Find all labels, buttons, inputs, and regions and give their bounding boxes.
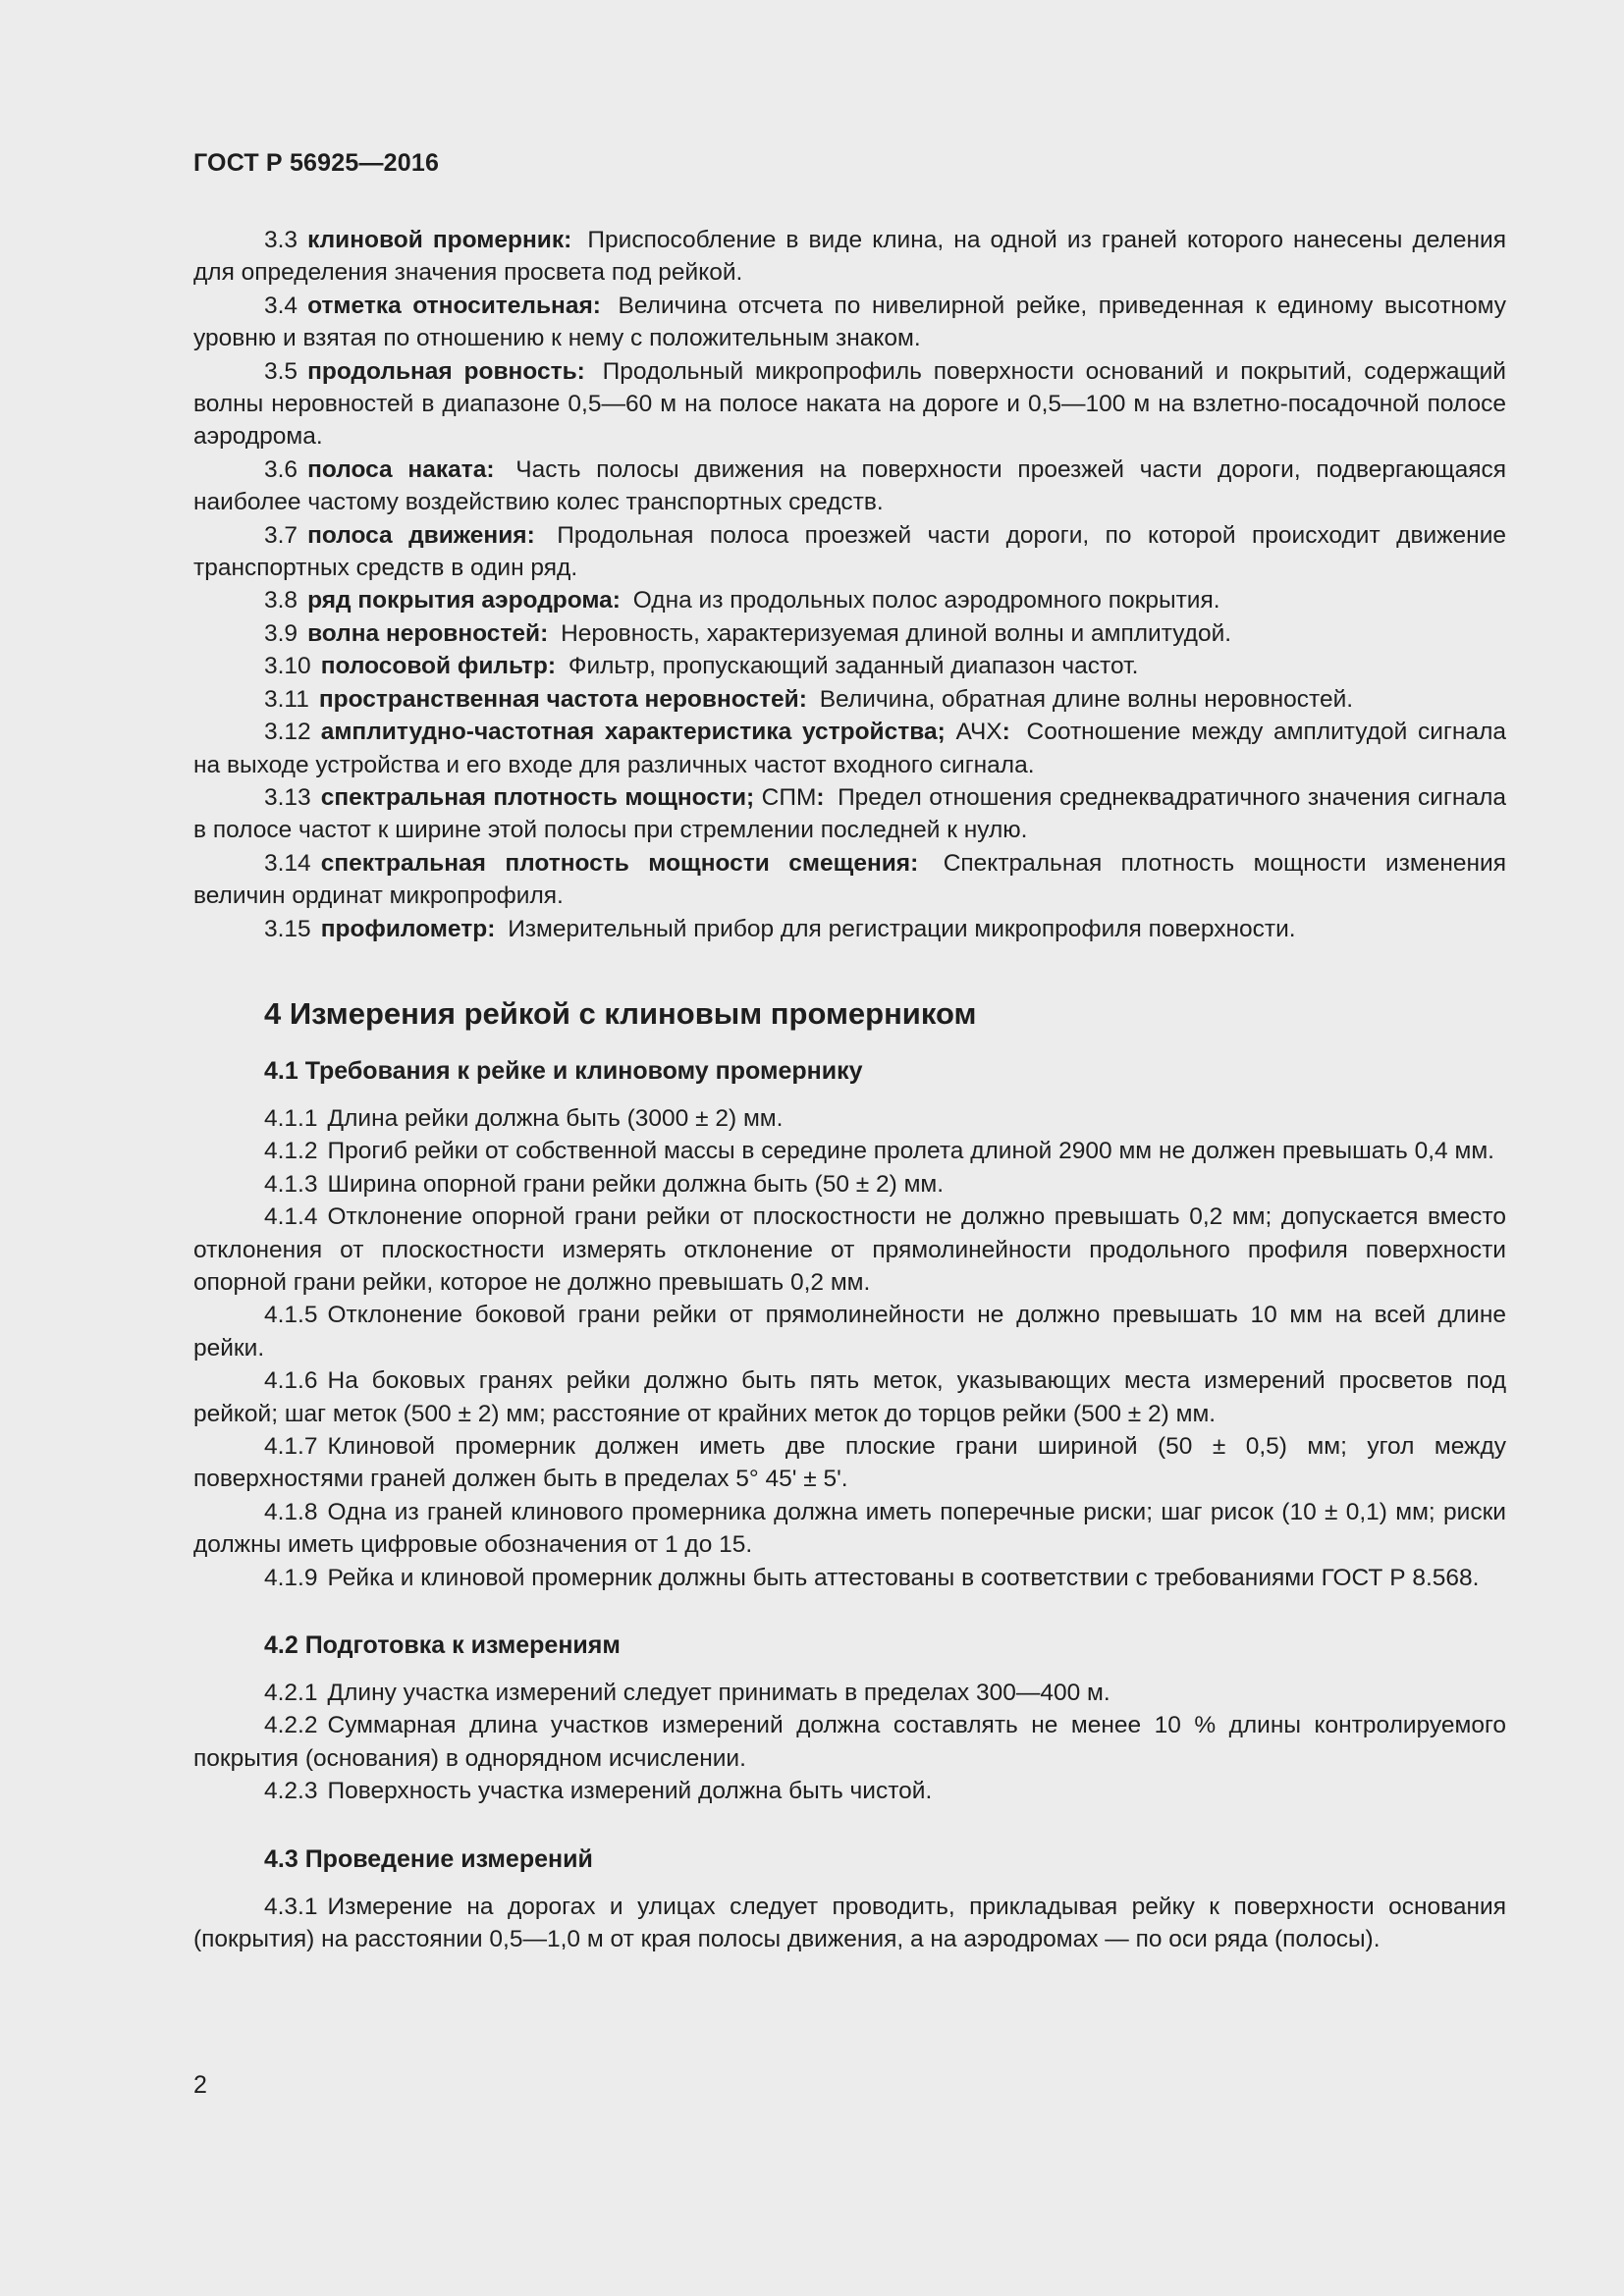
definition-colon: : [487, 915, 496, 942]
item-number: 4.2.1 [264, 1680, 318, 1707]
definition-term: клиновой промерник [307, 227, 565, 253]
definition-term: полоса наката [307, 455, 487, 483]
item-number: 4.1.7 [264, 1433, 318, 1460]
definition-colon: : [526, 521, 535, 549]
subsection-title-4-2: 4.2 Подготовка к измерениям [264, 1631, 621, 1660]
clause-text: Прогиб рейки от собственной массы в середине пролета длиной 2900 мм не должен превышать 0,4 мм. [327, 1138, 1494, 1165]
item-number: 4.1.8 [264, 1498, 318, 1525]
item-number: 4.1.2 [264, 1138, 318, 1165]
definition-colon: : [540, 619, 549, 647]
definition-text: Продольный микропрофиль поверхности оснований и покрытий, содержащий волны неровностей в диапазоне 0,5—60 м на полосе наката на дороге и 0,5—100 м на взлетно-посадочной полосе аэродрома. [193, 357, 1506, 451]
clause-text: Ширина опорной грани рейки должна быть (50 ± 2) мм. [327, 1170, 945, 1198]
clause-item [193, 1102, 1506, 1135]
item-number: 4.1.4 [264, 1203, 318, 1231]
clause-text: Длина рейки должна быть (3000 ± 2) мм. [327, 1104, 784, 1132]
definition-item [193, 617, 1506, 650]
clause-text: Клиновой промерник должен иметь две плоские грани шириной (50 ± 0,5) мм; угол между поверхностями граней должен быть в пределах 5° 45' ± 5'. [193, 1433, 1506, 1493]
definition-term: отметка относительная [307, 292, 593, 319]
clause-item [193, 1364, 1506, 1430]
item-number: 3.3 [264, 227, 298, 253]
definition-term: полоса движения [307, 521, 527, 549]
definition-term: амплитудно-частотная характеристика устройства; [320, 719, 946, 746]
definition-colon: : [547, 653, 556, 680]
item-number: 4.2.3 [264, 1778, 318, 1805]
definition-text: Соотношение между амплитудой сигнала на выходе устройства и его входе для различных частот входного сигнала. [193, 719, 1506, 778]
clause-text: Длину участка измерений следует принимать в пределах 300—400 м. [327, 1680, 1110, 1707]
definition-abbreviation: АЧХ [955, 719, 1002, 746]
definition-item [193, 224, 1506, 290]
item-number: 4.3.1 [264, 1893, 318, 1920]
definition-term: спектральная плотность мощности; [320, 783, 755, 811]
clause-item [193, 1709, 1506, 1775]
subsection-items-4-3 [193, 1891, 1506, 1956]
definition-item [193, 355, 1506, 454]
item-number: 4.1.9 [264, 1564, 318, 1591]
definition-term: пространственная частота неровностей [318, 685, 799, 713]
definition-item [193, 913, 1506, 945]
clause-item [193, 1201, 1506, 1299]
clause-text: Рейка и клиновой промерник должны быть аттестованы в соответствии с требованиями ГОСТ Р 8.568. [327, 1564, 1480, 1591]
subsection-items-4-2 [193, 1677, 1506, 1808]
definition-item [193, 650, 1506, 682]
page-number: 2 [193, 2071, 207, 2099]
definition-colon: : [816, 783, 825, 811]
definition-item [193, 781, 1506, 847]
item-number: 3.9 [264, 619, 298, 647]
document-body [193, 224, 1506, 1955]
definition-colon: : [910, 849, 919, 877]
definition-term: полосовой фильтр [320, 653, 548, 680]
definition-item [193, 847, 1506, 913]
item-number: 4.1.5 [264, 1302, 318, 1329]
definition-colon: : [1001, 719, 1010, 746]
definition-text: Величина, обратная длине волны неровностей. [819, 685, 1354, 713]
item-number: 3.15 [264, 915, 311, 942]
definition-text: Величина отсчета по нивелирной рейке, приведенная к единому высотному уровню и взятая по отношению к нему с положительным знаком. [193, 292, 1506, 352]
definition-term: продольная ровность [307, 357, 577, 385]
definition-text: Измерительный прибор для регистрации микропрофиля поверхности. [508, 915, 1296, 942]
definitions-list [193, 224, 1506, 945]
definition-colon: : [592, 292, 601, 319]
item-number: 3.8 [264, 587, 298, 614]
definition-item [193, 454, 1506, 519]
subsection-items-4-1 [193, 1102, 1506, 1594]
clause-item [193, 1562, 1506, 1594]
definition-text: Приспособление в виде клина, на одной из граней которого нанесены деления для определения значения просвета под рейкой. [193, 227, 1506, 287]
section-title: 4 Измерения рейкой с клиновым промерником [264, 995, 977, 1031]
item-number: 3.11 [264, 685, 309, 713]
definition-text: Неровность, характеризуемая длиной волны и амплитудой. [561, 619, 1232, 647]
item-number: 4.1.1 [264, 1104, 318, 1132]
clause-item [193, 1430, 1506, 1496]
definition-text: Часть полосы движения на поверхности проезжей части дороги, подвергающаяся наиболее частому воздействию колес транспортных средств. [193, 455, 1506, 516]
definition-term: спектральная плотность мощности смещения [320, 849, 911, 877]
definition-item [193, 519, 1506, 585]
item-number: 3.5 [264, 357, 298, 385]
clause-item [193, 1891, 1506, 1956]
clause-item [193, 1496, 1506, 1562]
item-number: 3.7 [264, 521, 298, 549]
definition-item [193, 584, 1506, 616]
definition-text: Спектральная плотность мощности изменения величин ординат микропрофиля. [193, 849, 1506, 910]
definition-colon: : [486, 455, 495, 483]
clause-text: Отклонение опорной грани рейки от плоскостности не должно превышать 0,2 мм; допускается вместо отклонения от плоскостности измерять отклонение от прямолинейности продольного профиля поверхности опорной грани рейки, которое не должно превышать 0,2 мм. [193, 1203, 1506, 1296]
definition-text: Продольная полоса проезжей части дороги, по которой происходит движение транспортных средств в один ряд. [193, 521, 1507, 582]
subsection-title-4-1: 4.1 Требования к рейке и клиновому промернику [264, 1056, 863, 1085]
definition-abbreviation: СПМ [761, 783, 817, 811]
item-number: 3.14 [264, 849, 311, 877]
clause-item [193, 1677, 1506, 1709]
definition-term: профилометр [320, 915, 488, 942]
definition-text: Фильтр, пропускающий заданный диапазон частот. [568, 653, 1139, 680]
item-number: 3.6 [264, 455, 298, 483]
definition-colon: : [564, 227, 572, 253]
clause-item [193, 1299, 1506, 1364]
clause-text: Отклонение боковой грани рейки от прямолинейности не должно превышать 10 мм на всей длине рейки. [193, 1302, 1506, 1362]
document-header: ГОСТ Р 56925—2016 [193, 149, 440, 177]
clause-item [193, 1775, 1506, 1807]
item-number: 4.2.2 [264, 1712, 318, 1739]
item-number: 4.1.6 [264, 1367, 318, 1395]
item-number: 3.12 [264, 719, 311, 746]
clause-text: Поверхность участка измерений должна быть чистой. [327, 1778, 933, 1805]
item-number: 4.1.3 [264, 1170, 318, 1198]
clause-text: Измерение на дорогах и улицах следует проводить, прикладывая рейку к поверхности основания (покрытия) на расстоянии 0,5—1,0 м от края полосы движения, а на аэродромах — по оси ряда (полосы). [193, 1893, 1506, 1953]
definition-item [193, 683, 1506, 716]
definition-colon: : [612, 587, 621, 614]
definition-text: Одна из продольных полос аэродромного покрытия. [632, 587, 1220, 614]
item-number: 3.4 [264, 292, 298, 319]
definition-item [193, 716, 1506, 781]
clause-text: Суммарная длина участков измерений должна составлять не менее 10 % длины контролируемого покрытия (основания) в однорядном исчислении. [193, 1712, 1506, 1772]
definition-item [193, 290, 1506, 355]
definition-term: ряд покрытия аэродрома [307, 587, 613, 614]
subsection-title-4-3: 4.3 Проведение измерений [264, 1844, 593, 1873]
clause-text: Одна из граней клинового промерника должна иметь поперечные риски; шаг рисок (10 ± 0,1) мм; риски должны иметь цифровые обозначения от 1 до 15. [193, 1498, 1506, 1559]
clause-item [193, 1135, 1506, 1167]
item-number: 3.13 [264, 783, 311, 811]
definition-term: волна неровностей [307, 619, 541, 647]
definition-colon: : [798, 685, 807, 713]
item-number: 3.10 [264, 653, 311, 680]
clause-text: На боковых гранях рейки должно быть пять меток, указывающих места измерений просветов под рейкой; шаг меток (500 ± 2) мм; расстояние от крайних меток до торцов рейки (500 ± 2) мм. [193, 1367, 1506, 1427]
definition-text: Предел отношения среднеквадратичного значения сигнала в полосе частот к ширине этой полосы при стремлении последней к нулю. [193, 783, 1507, 844]
clause-item [193, 1168, 1506, 1201]
definition-colon: : [576, 357, 585, 385]
